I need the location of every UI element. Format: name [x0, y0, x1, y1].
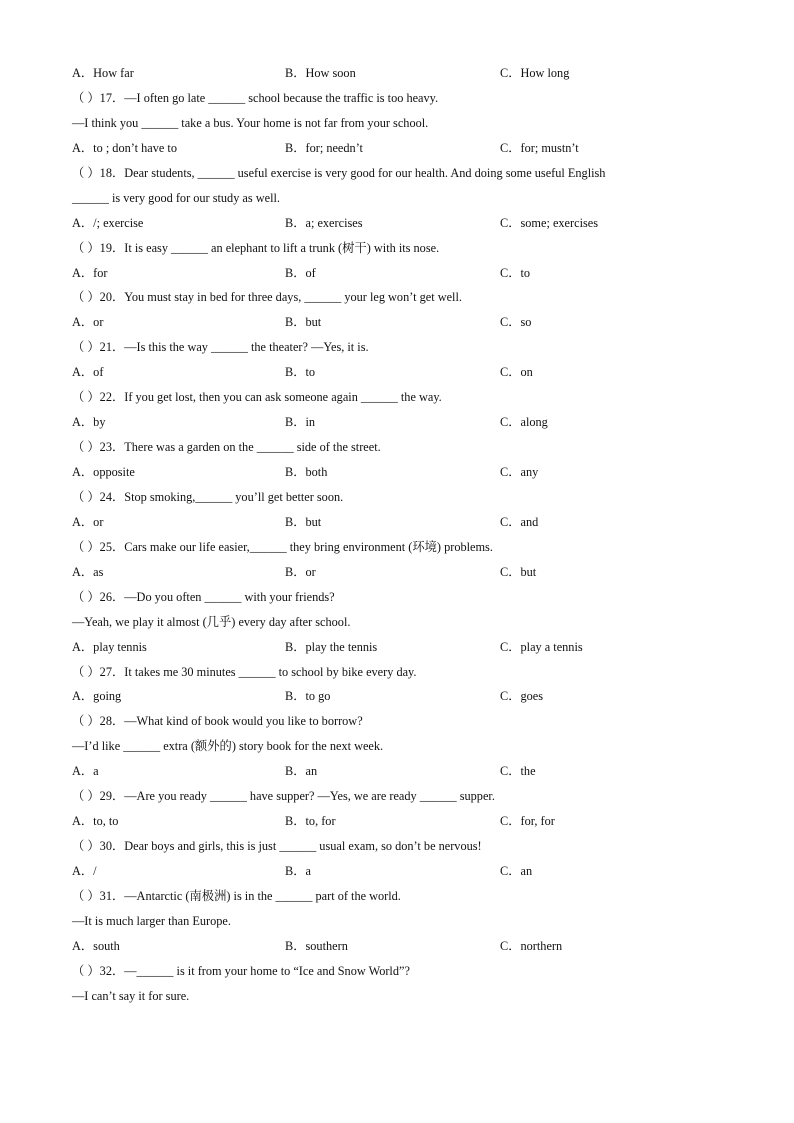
- option-b: B．or: [285, 564, 316, 579]
- question-line: （ ）19．It is easy ______ an elephant to lift a trunk (树干) with its nose.: [72, 240, 440, 255]
- option-a: A．opposite: [72, 465, 135, 479]
- answer-options-row: [72, 560, 732, 585]
- answer-options-row: [72, 211, 732, 236]
- worksheet-page: [72, 61, 732, 1009]
- option-c: C．play a tennis: [500, 639, 583, 654]
- answer-options-row: [72, 684, 732, 709]
- option-b: B．but: [285, 514, 322, 529]
- answer-options-row: [72, 934, 732, 959]
- option-b: B．play the tennis: [285, 639, 378, 654]
- question-line: —I’d like ______ extra (额外的) story book for the next week.: [72, 739, 384, 754]
- question-line: —It is much larger than Europe.: [72, 913, 231, 928]
- question-line: —Yeah, we play it almost (几乎) every day after school.: [72, 614, 351, 629]
- option-c: C．northern: [500, 938, 563, 953]
- option-a: A．How far: [72, 66, 134, 80]
- option-a: A．by: [72, 415, 106, 430]
- answer-options-row: [72, 261, 732, 286]
- option-a: A．play tennis: [72, 639, 147, 654]
- option-a: A．or: [72, 514, 104, 529]
- option-b: B．in: [285, 415, 316, 430]
- option-c: C．along: [500, 415, 548, 430]
- option-a: A．/: [72, 864, 97, 878]
- option-c: C．to: [500, 265, 531, 280]
- question-line: （ ）22．If you get lost, then you can ask someone again ______ the way.: [72, 390, 442, 405]
- question-line: （ ）28．—What kind of book would you like to borrow?: [72, 714, 363, 729]
- question-line: （ ）17．—I often go late ______ school because the traffic is too heavy.: [72, 90, 439, 105]
- option-b: B．both: [285, 465, 328, 479]
- question-line: （ ）20．You must stay in bed for three days, ______ your leg won’t get well.: [72, 290, 462, 305]
- answer-options-row: [72, 360, 732, 385]
- option-c: C．any: [500, 465, 539, 479]
- question-line: （ ）25．Cars make our life easier,______ they bring environment (环境) problems.: [72, 539, 493, 554]
- question-line: （ ）18．Dear students, ______ useful exercise is very good for our health. And doing some useful English: [72, 165, 606, 180]
- option-a: A．south: [72, 938, 120, 953]
- option-c: C．an: [500, 864, 533, 878]
- question-line: —I think you ______ take a bus. Your home is not far from your school.: [72, 115, 429, 130]
- answer-options-row: [72, 635, 732, 660]
- option-c: C．so: [500, 315, 532, 330]
- option-b: B．a; exercises: [285, 215, 363, 230]
- option-a: A．to ; don’t have to: [72, 140, 177, 155]
- option-b: B．southern: [285, 938, 348, 953]
- option-c: C．for, for: [500, 814, 555, 829]
- answer-options-row: [72, 310, 732, 335]
- answer-options-row: [72, 759, 732, 784]
- option-a: A．for: [72, 265, 108, 280]
- option-b: B．of: [285, 265, 316, 280]
- option-b: B．to: [285, 365, 316, 380]
- question-line: （ ）29．—Are you ready ______ have supper? —Yes, we are ready ______ supper.: [72, 789, 495, 804]
- answer-options-row: [72, 510, 732, 535]
- option-b: B．but: [285, 315, 322, 330]
- option-a: A．going: [72, 689, 122, 704]
- answer-options-row: [72, 410, 732, 435]
- answer-options-row: [72, 136, 732, 161]
- option-a: A．or: [72, 315, 104, 330]
- option-c: C．goes: [500, 689, 544, 704]
- option-b: B．How soon: [285, 66, 356, 80]
- option-c: C．and: [500, 514, 539, 529]
- option-a: A．of: [72, 365, 104, 380]
- option-b: B．to, for: [285, 814, 336, 829]
- question-line: （ ）30．Dear boys and girls, this is just ______ usual exam, so don’t be nervous!: [72, 839, 482, 854]
- answer-options-row: [72, 859, 732, 884]
- question-line: （ ）32．—______ is it from your home to “Ice and Snow World”?: [72, 963, 410, 978]
- option-b: B．an: [285, 764, 318, 779]
- option-a: A．a: [72, 764, 99, 779]
- option-c: C．some; exercises: [500, 215, 599, 230]
- question-line: （ ）24．Stop smoking,______ you’ll get better soon.: [72, 489, 344, 504]
- answer-options-row: [72, 809, 732, 834]
- option-a: A．to, to: [72, 814, 119, 829]
- question-line: ______ is very good for our study as well.: [72, 190, 280, 205]
- option-b: B．for; needn’t: [285, 140, 363, 155]
- question-line: （ ）23．There was a garden on the ______ side of the street.: [72, 440, 381, 455]
- option-c: C．How long: [500, 66, 570, 80]
- question-line: （ ）21．—Is this the way ______ the theater? —Yes, it is.: [72, 340, 369, 355]
- option-b: B．to go: [285, 689, 331, 704]
- option-a: A．/; exercise: [72, 215, 144, 230]
- option-a: A．as: [72, 564, 104, 579]
- question-line: （ ）26．—Do you often ______ with your friends?: [72, 589, 335, 604]
- answer-options-row: [72, 460, 732, 485]
- option-c: C．for; mustn’t: [500, 140, 579, 155]
- answer-options-row: [72, 61, 732, 86]
- option-c: C．the: [500, 764, 536, 779]
- option-c: C．on: [500, 365, 533, 380]
- question-line: （ ）31．—Antarctic (南极洲) is in the ______ part of the world.: [72, 888, 401, 903]
- option-c: C．but: [500, 564, 537, 579]
- option-b: B．a: [285, 864, 311, 878]
- question-line: —I can’t say it for sure.: [72, 988, 190, 1003]
- question-line: （ ）27．It takes me 30 minutes ______ to school by bike every day.: [72, 664, 417, 679]
